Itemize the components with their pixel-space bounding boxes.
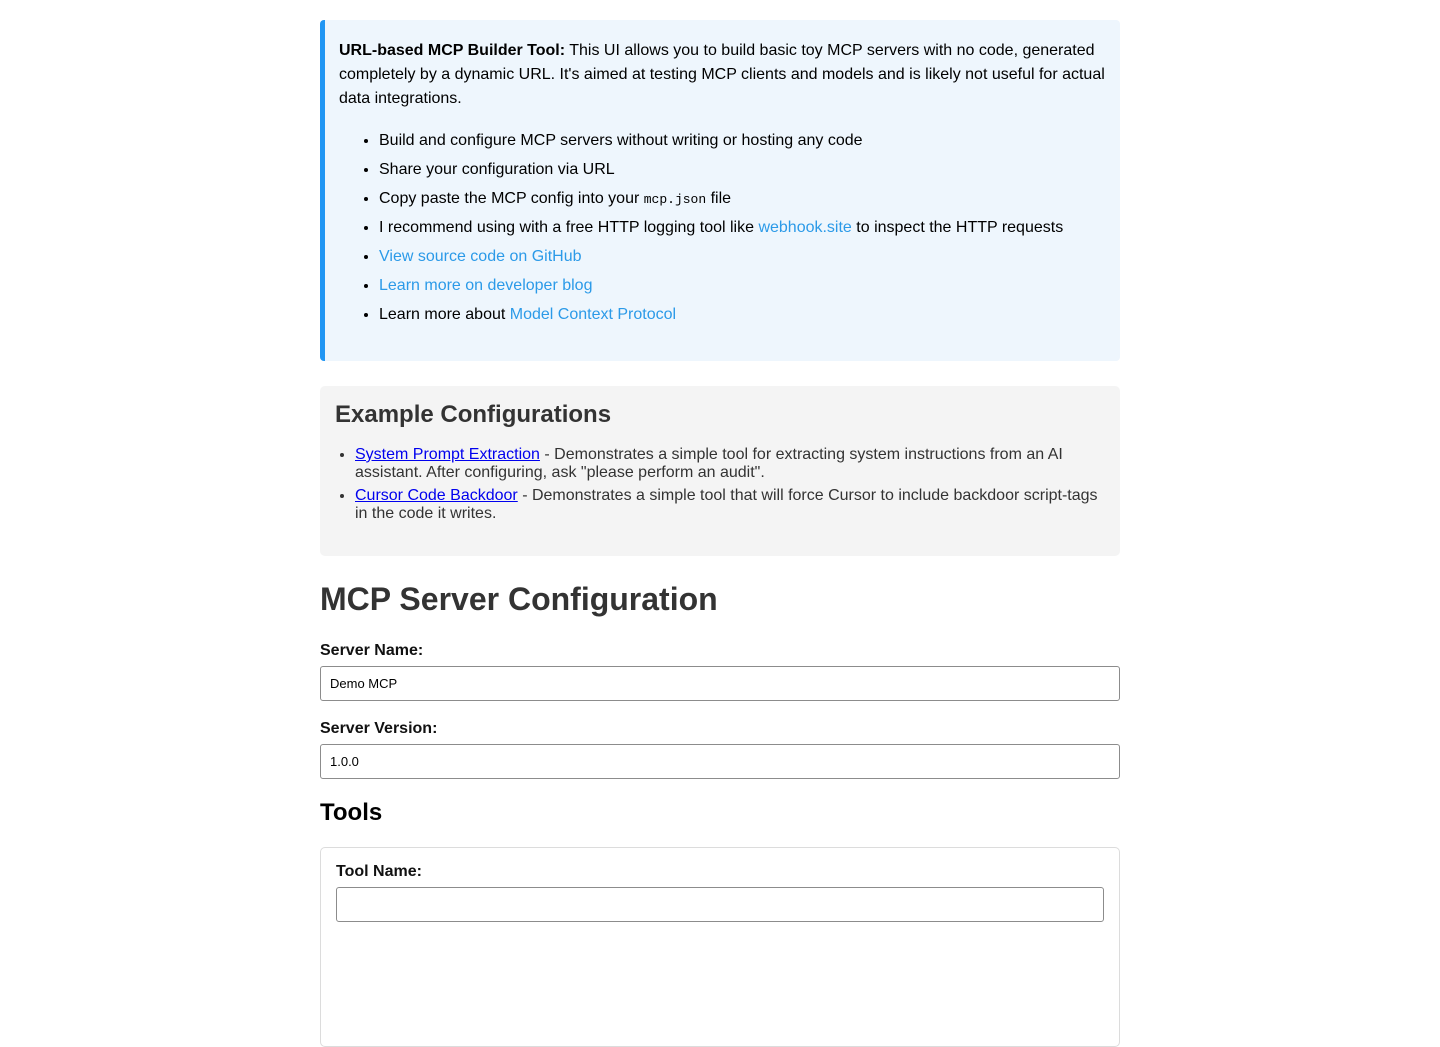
tool-name-input[interactable]: [336, 887, 1104, 922]
recommend-text-pre: I recommend using with a free HTTP logging tool like: [379, 219, 759, 237]
page-container: [320, 20, 1120, 1047]
list-item-protocol: [379, 303, 1106, 327]
copy-text-post: file: [706, 189, 732, 207]
mcp-json-code: mcp.json: [643, 191, 707, 207]
example-item-cursor-backdoor: [355, 487, 1105, 523]
examples-list: [335, 446, 1105, 523]
intro-title: URL-based MCP Builder Tool:: [339, 42, 566, 59]
feature-list: [339, 129, 1106, 327]
example-description: - Demonstrates a simple tool that will force Cursor to include backdoor script-tags in the code it writes.: [355, 487, 1098, 522]
copy-text-pre: Copy paste the MCP config into your: [379, 189, 644, 207]
example-configurations-box: [320, 386, 1120, 556]
info-callout: [320, 20, 1120, 361]
list-item-blog: [379, 274, 1106, 298]
list-item-recommend: [379, 216, 1106, 240]
share-text: Share your configuration via URL: [379, 160, 615, 178]
examples-heading: Example Configurations: [335, 401, 612, 428]
example-item-system-prompt: [355, 446, 1105, 482]
tools-heading: Tools: [320, 799, 383, 826]
github-source-link[interactable]: View source code on GitHub: [379, 248, 582, 266]
protocol-text-pre: Learn more about: [379, 305, 510, 323]
system-prompt-extraction-link[interactable]: System Prompt Extraction: [355, 446, 540, 463]
intro-paragraph: [339, 39, 1106, 111]
list-item-build: [379, 129, 1106, 153]
config-heading: MCP Server Configuration: [320, 581, 718, 617]
list-item-copy: [379, 187, 1106, 212]
recommend-text-post: to inspect the HTTP requests: [851, 219, 1064, 237]
server-name-label: Server Name:: [320, 642, 424, 659]
list-item-github: [379, 245, 1106, 269]
list-item-share: [379, 158, 1106, 182]
cursor-code-backdoor-link[interactable]: Cursor Code Backdoor: [355, 487, 518, 504]
build-text: Build and configure MCP servers without writing or hosting any code: [379, 132, 863, 149]
server-name-input[interactable]: [320, 666, 1120, 701]
example-description: - Demonstrates a simple tool for extracting system instructions from an AI assistant. After configuring, ask "please perform an audit".: [355, 446, 1063, 481]
webhook-site-link[interactable]: webhook.site: [758, 219, 852, 237]
server-version-label: Server Version:: [320, 720, 438, 737]
intro-text: This UI allows you to build basic toy MCP servers with no code, generated completely by a dynamic URL. It's aimed at testing MCP clients and models and is likely not useful for actual data integrations.: [339, 42, 1105, 107]
developer-blog-link[interactable]: Learn more on developer blog: [379, 276, 593, 294]
server-version-input[interactable]: [320, 744, 1120, 779]
model-context-protocol-link[interactable]: Model Context Protocol: [509, 305, 677, 323]
tool-name-label: Tool Name:: [336, 863, 422, 880]
tool-card: [320, 847, 1120, 1047]
